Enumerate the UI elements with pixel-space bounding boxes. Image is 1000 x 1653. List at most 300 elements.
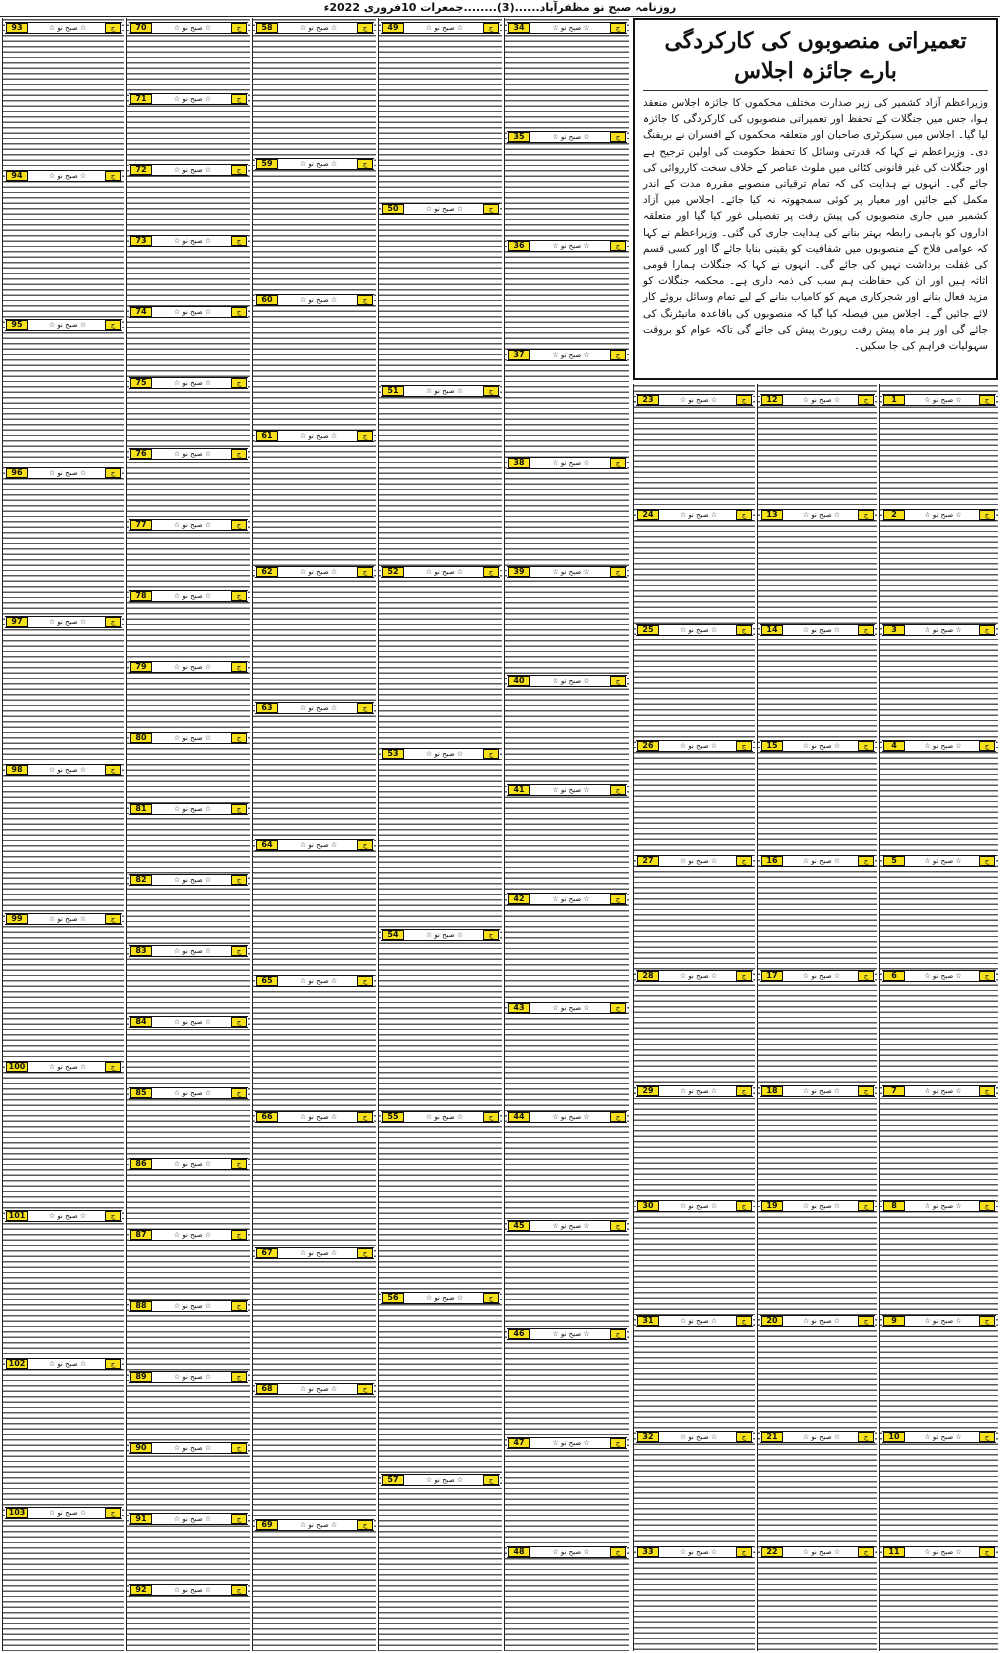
section-mark: ج <box>231 662 247 672</box>
section-brand: ☆ صبح نو ☆ <box>552 1004 590 1012</box>
section-mark: ج <box>105 171 121 181</box>
section-number: 54 <box>382 930 404 940</box>
section-number: 24 <box>637 510 659 520</box>
section-mark: ج <box>231 23 247 33</box>
section-brand: ☆ صبح نو ☆ <box>924 1317 962 1325</box>
section-header <box>882 1085 996 1097</box>
section-number: 48 <box>508 1547 530 1557</box>
section-number: 29 <box>637 1086 659 1096</box>
section-mark: ج <box>231 875 247 885</box>
section-mark: ج <box>231 520 247 530</box>
section-mark: ج <box>736 1201 752 1211</box>
section-brand: ☆ صبح نو ☆ <box>173 805 212 813</box>
section-brand: ☆ صبح نو ☆ <box>679 1317 718 1325</box>
section-mark: ج <box>736 1086 752 1096</box>
text-column <box>126 18 250 1651</box>
section-mark: ج <box>858 1547 874 1557</box>
section-mark: ج <box>979 1432 995 1442</box>
section-brand: ☆ صبح نو ☆ <box>48 915 87 923</box>
section-mark: ج <box>979 625 995 635</box>
section-brand: ☆ صبح نو ☆ <box>425 1113 464 1121</box>
section-number: 57 <box>382 1475 404 1485</box>
section-mark: ج <box>105 1211 121 1221</box>
section-number: 67 <box>256 1248 278 1258</box>
section-header <box>129 1087 248 1099</box>
section-header <box>381 385 500 397</box>
section-header <box>507 1437 627 1449</box>
section-brand: ☆ صبح نو ☆ <box>173 734 212 742</box>
section-mark: ج <box>357 431 373 441</box>
section-brand: ☆ صبح نو ☆ <box>802 857 841 865</box>
section-header <box>129 377 248 389</box>
section-brand: ☆ صبح نو ☆ <box>924 511 962 519</box>
section-number: 22 <box>761 1547 783 1557</box>
section-header <box>507 1328 627 1340</box>
section-mark: ج <box>231 1372 247 1382</box>
section-mark: ج <box>979 395 995 405</box>
section-header <box>760 855 875 867</box>
section-brand: ☆ صبح نو ☆ <box>48 172 87 180</box>
section-header <box>129 1442 248 1454</box>
section-mark: ج <box>979 856 995 866</box>
section-number: 66 <box>256 1112 278 1122</box>
text-column <box>378 18 502 1651</box>
section-number: 17 <box>761 971 783 981</box>
section-mark: ج <box>105 320 121 330</box>
section-brand: ☆ صبح نو ☆ <box>802 1548 841 1556</box>
section-number: 81 <box>130 804 152 814</box>
section-number: 59 <box>256 159 278 169</box>
section-brand: ☆ صبح نو ☆ <box>924 1087 962 1095</box>
section-brand: ☆ صبح نو ☆ <box>299 841 338 849</box>
section-header <box>507 893 627 905</box>
section-brand: ☆ صبح نو ☆ <box>552 677 590 685</box>
section-brand: ☆ صبح نو ☆ <box>552 1439 590 1447</box>
section-mark: ج <box>105 914 121 924</box>
section-mark: ج <box>231 804 247 814</box>
section-brand: ☆ صبح نو ☆ <box>48 1360 87 1368</box>
section-header <box>636 855 753 867</box>
section-number: 79 <box>130 662 152 672</box>
section-brand: ☆ صبح نو ☆ <box>679 742 718 750</box>
section-brand: ☆ صبح نو ☆ <box>802 511 841 519</box>
section-header <box>636 1085 753 1097</box>
section-header <box>636 1200 753 1212</box>
section-mark: ج <box>231 1585 247 1595</box>
section-mark: ج <box>736 395 752 405</box>
section-brand: ☆ صبح نو ☆ <box>299 432 338 440</box>
section-mark: ج <box>231 1230 247 1240</box>
section-header <box>255 566 374 578</box>
section-header <box>129 1158 248 1170</box>
section-number: 72 <box>130 165 152 175</box>
section-brand: ☆ صبح نو ☆ <box>679 857 718 865</box>
section-number: 74 <box>130 307 152 317</box>
section-number: 73 <box>130 236 152 246</box>
section-mark: ج <box>610 1329 626 1339</box>
section-header <box>507 1220 627 1232</box>
section-brand: ☆ صبح نو ☆ <box>679 511 718 519</box>
section-header <box>5 467 122 479</box>
section-brand: ☆ صبح نو ☆ <box>48 321 87 329</box>
section-mark: ج <box>483 1112 499 1122</box>
section-header <box>882 394 996 406</box>
section-mark: ج <box>858 510 874 520</box>
section-number: 52 <box>382 567 404 577</box>
section-number: 4 <box>883 741 905 751</box>
section-mark: ج <box>610 894 626 904</box>
section-header <box>129 1229 248 1241</box>
section-brand: ☆ صبح نو ☆ <box>552 786 590 794</box>
section-number: 92 <box>130 1585 152 1595</box>
section-header <box>882 970 996 982</box>
section-mark: ج <box>357 1112 373 1122</box>
section-number: 12 <box>761 395 783 405</box>
section-header <box>507 349 627 361</box>
section-number: 60 <box>256 295 278 305</box>
section-brand: ☆ صبح نو ☆ <box>173 1089 212 1097</box>
text-column <box>757 384 877 1651</box>
section-brand: ☆ صبح نو ☆ <box>173 1231 212 1239</box>
section-number: 47 <box>508 1438 530 1448</box>
section-mark: ج <box>231 946 247 956</box>
section-number: 95 <box>6 320 28 330</box>
section-number: 8 <box>883 1201 905 1211</box>
section-header <box>507 675 627 687</box>
section-mark: ج <box>736 1547 752 1557</box>
section-header <box>129 93 248 105</box>
section-number: 94 <box>6 171 28 181</box>
section-number: 82 <box>130 875 152 885</box>
section-brand: ☆ صبح نو ☆ <box>173 237 212 245</box>
section-mark: ج <box>357 703 373 713</box>
section-header <box>882 1546 996 1558</box>
section-number: 15 <box>761 741 783 751</box>
section-header <box>255 294 374 306</box>
section-header <box>255 430 374 442</box>
section-mark: ج <box>231 1301 247 1311</box>
section-brand: ☆ صبح نو ☆ <box>552 459 590 467</box>
section-number: 65 <box>256 976 278 986</box>
section-brand: ☆ صبح نو ☆ <box>679 1548 718 1556</box>
section-mark: ج <box>858 1316 874 1326</box>
section-number: 86 <box>130 1159 152 1169</box>
section-brand: ☆ صبح نو ☆ <box>299 1385 338 1393</box>
section-brand: ☆ صبح نو ☆ <box>802 1433 841 1441</box>
section-mark: ج <box>357 159 373 169</box>
section-header <box>636 394 753 406</box>
section-brand: ☆ صبح نو ☆ <box>173 1373 212 1381</box>
section-header <box>507 784 627 796</box>
section-brand: ☆ صبح نو ☆ <box>48 618 87 626</box>
section-mark: ج <box>231 1088 247 1098</box>
section-number: 9 <box>883 1316 905 1326</box>
section-brand: ☆ صبح نو ☆ <box>425 568 464 576</box>
section-header <box>507 1546 627 1558</box>
section-number: 62 <box>256 567 278 577</box>
section-number: 71 <box>130 94 152 104</box>
section-mark: ج <box>610 1112 626 1122</box>
section-mark: ج <box>736 741 752 751</box>
section-mark: ج <box>357 840 373 850</box>
section-header <box>381 1111 500 1123</box>
section-number: 103 <box>6 1508 28 1518</box>
section-brand: ☆ صبح نو ☆ <box>802 626 841 634</box>
section-header <box>5 22 122 34</box>
section-mark: ج <box>858 395 874 405</box>
section-number: 69 <box>256 1520 278 1530</box>
section-number: 97 <box>6 617 28 627</box>
section-header <box>882 1315 996 1327</box>
section-brand: ☆ صبح نو ☆ <box>552 1222 590 1230</box>
text-column <box>252 18 376 1651</box>
section-mark: ج <box>979 1316 995 1326</box>
section-header <box>381 929 500 941</box>
section-brand: ☆ صبح نو ☆ <box>299 704 338 712</box>
section-brand: ☆ صبح نو ☆ <box>299 160 338 168</box>
section-number: 2 <box>883 510 905 520</box>
section-header <box>255 1111 374 1123</box>
section-number: 18 <box>761 1086 783 1096</box>
section-brand: ☆ صبح نو ☆ <box>299 24 338 32</box>
section-mark: ج <box>357 976 373 986</box>
section-mark: ج <box>483 930 499 940</box>
section-mark: ج <box>979 741 995 751</box>
section-header <box>882 1200 996 1212</box>
section-number: 53 <box>382 749 404 759</box>
section-number: 35 <box>508 132 530 142</box>
section-number: 56 <box>382 1293 404 1303</box>
section-header <box>129 803 248 815</box>
section-brand: ☆ صبح نو ☆ <box>299 1113 338 1121</box>
section-brand: ☆ صبح نو ☆ <box>173 1018 212 1026</box>
section-header <box>636 624 753 636</box>
text-column <box>504 18 629 1651</box>
section-number: 51 <box>382 386 404 396</box>
section-brand: ☆ صبح نو ☆ <box>299 977 338 985</box>
section-brand: ☆ صبح نو ☆ <box>679 1433 718 1441</box>
section-header <box>255 1247 374 1259</box>
section-mark: ج <box>231 591 247 601</box>
section-mark: ج <box>979 971 995 981</box>
section-number: 40 <box>508 676 530 686</box>
section-mark: ج <box>231 165 247 175</box>
section-header <box>129 1016 248 1028</box>
section-header <box>760 394 875 406</box>
section-brand: ☆ صبح نو ☆ <box>802 1317 841 1325</box>
section-mark: ج <box>105 1062 121 1072</box>
section-mark: ج <box>483 204 499 214</box>
section-header <box>255 158 374 170</box>
section-number: 3 <box>883 625 905 635</box>
section-mark: ج <box>858 1201 874 1211</box>
section-brand: ☆ صبح نو ☆ <box>425 387 464 395</box>
section-mark: ج <box>610 1221 626 1231</box>
section-number: 11 <box>883 1547 905 1557</box>
section-number: 91 <box>130 1514 152 1524</box>
section-number: 83 <box>130 946 152 956</box>
section-header <box>381 566 500 578</box>
section-header <box>255 702 374 714</box>
section-number: 41 <box>508 785 530 795</box>
section-mark: ج <box>483 386 499 396</box>
section-brand: ☆ صبح نو ☆ <box>552 351 590 359</box>
section-number: 44 <box>508 1112 530 1122</box>
section-mark: ج <box>105 765 121 775</box>
section-brand: ☆ صبح نو ☆ <box>924 1548 962 1556</box>
section-brand: ☆ صبح نو ☆ <box>552 1330 590 1338</box>
section-number: 39 <box>508 567 530 577</box>
section-mark: ج <box>483 1293 499 1303</box>
section-header <box>507 131 627 143</box>
section-brand: ☆ صبح نو ☆ <box>552 568 590 576</box>
section-brand: ☆ صبح نو ☆ <box>679 972 718 980</box>
section-brand: ☆ صبح نو ☆ <box>173 663 212 671</box>
section-header <box>882 740 996 752</box>
section-mark: ج <box>736 971 752 981</box>
section-header <box>129 1371 248 1383</box>
section-header <box>381 203 500 215</box>
section-number: 96 <box>6 468 28 478</box>
section-brand: ☆ صبح نو ☆ <box>425 931 464 939</box>
section-mark: ج <box>736 625 752 635</box>
section-number: 36 <box>508 241 530 251</box>
section-mark: ج <box>357 1384 373 1394</box>
section-header <box>636 970 753 982</box>
section-number: 30 <box>637 1201 659 1211</box>
section-header <box>882 1431 996 1443</box>
section-brand: ☆ صبح نو ☆ <box>924 1202 962 1210</box>
section-number: 99 <box>6 914 28 924</box>
section-header <box>882 509 996 521</box>
section-brand: ☆ صبح نو ☆ <box>299 296 338 304</box>
section-header <box>636 1315 753 1327</box>
section-header <box>129 945 248 957</box>
section-header <box>760 1546 875 1558</box>
section-header <box>129 519 248 531</box>
section-number: 46 <box>508 1329 530 1339</box>
section-mark: ج <box>231 236 247 246</box>
section-mark: ج <box>979 1201 995 1211</box>
section-number: 6 <box>883 971 905 981</box>
section-mark: ج <box>483 23 499 33</box>
section-number: 21 <box>761 1432 783 1442</box>
section-mark: ج <box>231 449 247 459</box>
section-header <box>5 1358 122 1370</box>
section-number: 23 <box>637 395 659 405</box>
section-number: 33 <box>637 1547 659 1557</box>
section-mark: ج <box>610 785 626 795</box>
section-brand: ☆ صبح نو ☆ <box>173 1302 212 1310</box>
section-brand: ☆ صبح نو ☆ <box>48 1509 87 1517</box>
article-headline: تعمیراتی منصوبوں کی کارکردگی بارے جائزہ اجلاس <box>643 26 988 91</box>
section-brand: ☆ صبح نو ☆ <box>552 242 590 250</box>
section-brand: ☆ صبح نو ☆ <box>802 972 841 980</box>
section-brand: ☆ صبح نو ☆ <box>425 24 464 32</box>
text-column <box>633 384 755 1651</box>
section-brand: ☆ صبح نو ☆ <box>552 1548 590 1556</box>
section-header <box>5 1507 122 1519</box>
section-mark: ج <box>858 971 874 981</box>
section-number: 80 <box>130 733 152 743</box>
section-brand: ☆ صبح نو ☆ <box>173 1160 212 1168</box>
section-brand: ☆ صبح نو ☆ <box>924 972 962 980</box>
section-mark: ج <box>105 23 121 33</box>
section-number: 87 <box>130 1230 152 1240</box>
section-number: 68 <box>256 1384 278 1394</box>
section-brand: ☆ صبح نو ☆ <box>924 1433 962 1441</box>
section-number: 58 <box>256 23 278 33</box>
section-mark: ج <box>483 749 499 759</box>
section-brand: ☆ صبح نو ☆ <box>425 205 464 213</box>
section-brand: ☆ صبح نو ☆ <box>173 450 212 458</box>
section-number: 78 <box>130 591 152 601</box>
section-number: 42 <box>508 894 530 904</box>
section-brand: ☆ صبح نو ☆ <box>173 1515 212 1523</box>
section-mark: ج <box>357 295 373 305</box>
section-number: 98 <box>6 765 28 775</box>
section-number: 13 <box>761 510 783 520</box>
section-number: 100 <box>6 1062 28 1072</box>
section-mark: ج <box>105 617 121 627</box>
section-brand: ☆ صبح نو ☆ <box>552 895 590 903</box>
section-header <box>129 306 248 318</box>
section-mark: ج <box>736 510 752 520</box>
section-number: 31 <box>637 1316 659 1326</box>
section-brand: ☆ صبح نو ☆ <box>425 1476 464 1484</box>
section-number: 49 <box>382 23 404 33</box>
section-mark: ج <box>979 1547 995 1557</box>
section-brand: ☆ صبح نو ☆ <box>552 1113 590 1121</box>
section-brand: ☆ صبح نو ☆ <box>802 396 841 404</box>
section-number: 25 <box>637 625 659 635</box>
section-number: 85 <box>130 1088 152 1098</box>
section-header <box>5 764 122 776</box>
section-mark: ج <box>231 1514 247 1524</box>
section-mark: ج <box>610 458 626 468</box>
section-header <box>636 1431 753 1443</box>
section-header <box>255 1383 374 1395</box>
section-mark: ج <box>105 468 121 478</box>
section-header <box>760 1431 875 1443</box>
section-number: 101 <box>6 1211 28 1221</box>
section-mark: ج <box>610 1003 626 1013</box>
section-mark: ج <box>858 1432 874 1442</box>
section-header <box>5 1061 122 1073</box>
section-number: 10 <box>883 1432 905 1442</box>
section-brand: ☆ صبح نو ☆ <box>173 592 212 600</box>
section-brand: ☆ صبح نو ☆ <box>924 396 962 404</box>
section-header <box>129 590 248 602</box>
section-number: 90 <box>130 1443 152 1453</box>
section-header <box>5 1210 122 1222</box>
section-number: 26 <box>637 741 659 751</box>
section-header <box>636 509 753 521</box>
section-header <box>129 1513 248 1525</box>
section-mark: ج <box>858 1086 874 1096</box>
section-number: 63 <box>256 703 278 713</box>
section-header <box>5 319 122 331</box>
section-header <box>129 1300 248 1312</box>
section-mark: ج <box>610 1547 626 1557</box>
section-number: 88 <box>130 1301 152 1311</box>
section-mark: ج <box>231 307 247 317</box>
text-column <box>2 18 124 1651</box>
section-mark: ج <box>231 1443 247 1453</box>
section-header <box>760 970 875 982</box>
section-header <box>507 457 627 469</box>
section-brand: ☆ صبح نو ☆ <box>299 1521 338 1529</box>
